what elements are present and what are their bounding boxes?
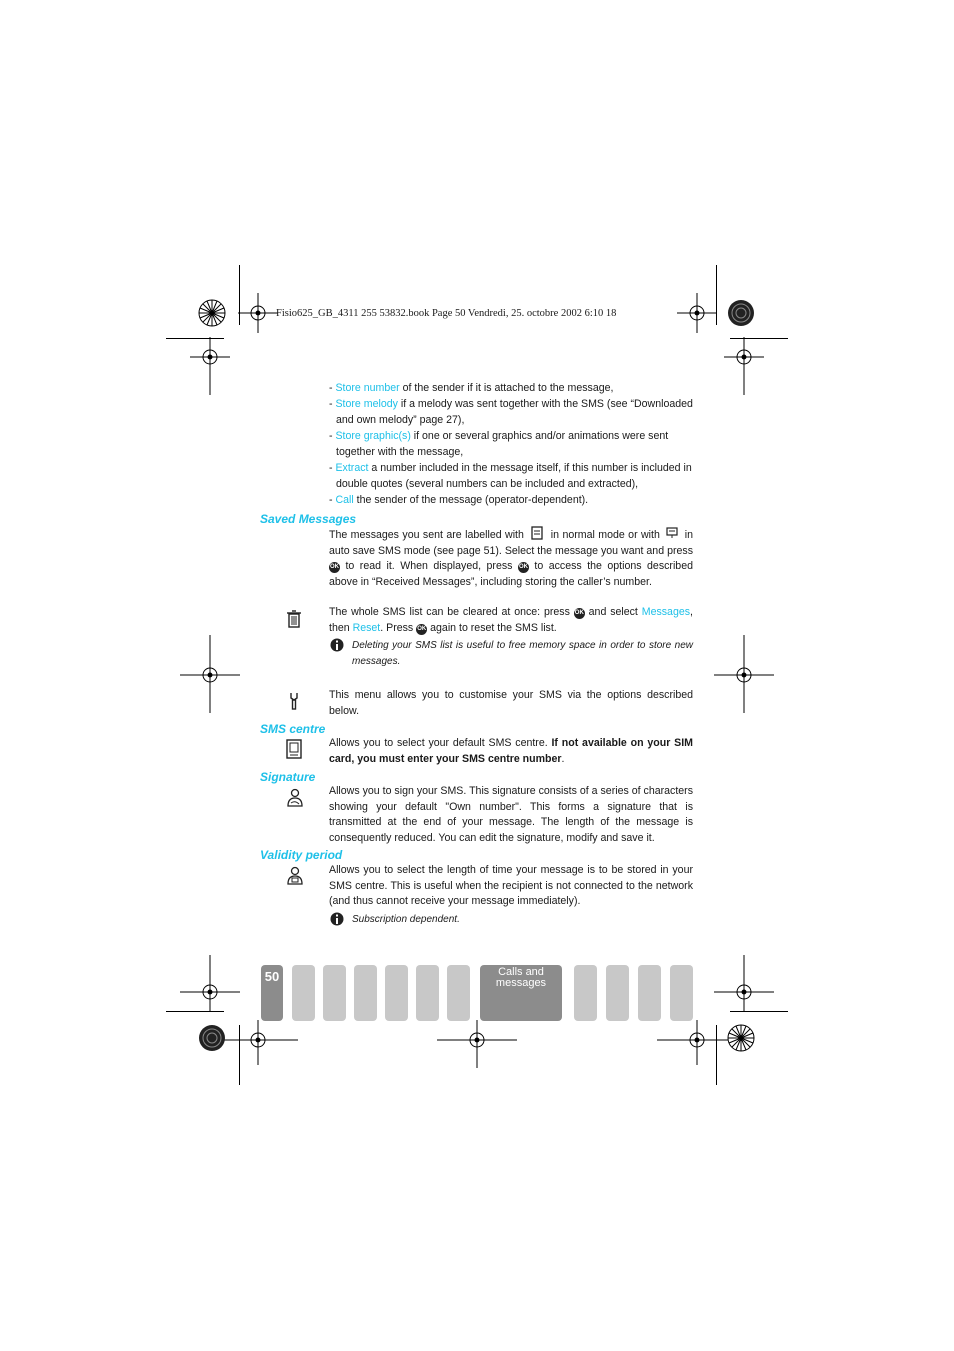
chapter-tab bbox=[606, 965, 629, 1021]
chapter-tab bbox=[354, 965, 377, 1021]
dark-target-mark-icon bbox=[199, 1025, 225, 1051]
sms-centre-heading: SMS centre bbox=[260, 722, 326, 736]
chapter-tab bbox=[447, 965, 470, 1021]
validity-period-icon bbox=[286, 866, 304, 886]
saved-messages-paragraph: The messages you sent are labelled with in normal mode or with in auto save SMS mode (see page 51). Select the message you want and press OK to read it. When displayed, press OK to access the options described above in “Received Messages”, including storing the caller’s number. bbox=[329, 526, 693, 590]
ok-key-icon: OK bbox=[518, 562, 529, 573]
sms-centre-paragraph: Allows you to select your default SMS centre. If not available on your SIM card, you must enter your SMS centre number. bbox=[329, 737, 693, 765]
signature-icon bbox=[286, 788, 304, 808]
reset-link[interactable]: Reset bbox=[352, 621, 381, 634]
chapter-tab bbox=[416, 965, 439, 1021]
list-item: - Store number of the sender if it is attached to the message, bbox=[329, 382, 614, 394]
extract-link[interactable]: Extract bbox=[335, 462, 369, 474]
validity-period-heading: Validity period bbox=[260, 848, 343, 862]
settings-wrench-icon bbox=[287, 692, 301, 710]
sent-message-icon bbox=[531, 526, 543, 540]
list-item: - Extract a number included in the message itself, if this number is included in double quotes (several numbers can be included and extracted), bbox=[329, 462, 692, 490]
delete-note: Deleting your SMS list is useful to free memory space in order to store new messages. bbox=[352, 640, 693, 667]
registration-target-icon bbox=[180, 955, 240, 1012]
chapter-tab bbox=[670, 965, 693, 1021]
settings-paragraph: This menu allows you to customise your SMS via the options described below. bbox=[329, 689, 693, 717]
chapter-tab bbox=[638, 965, 661, 1021]
chapter-tab bbox=[323, 965, 346, 1021]
store-melody-link[interactable]: Store melody bbox=[335, 398, 398, 410]
book-header: Fisio625_GB_4311 255 53832.book Page 50 Vendredi, 25. octobre 2002 6:10 18 bbox=[276, 308, 617, 319]
call-link[interactable]: Call bbox=[335, 494, 354, 506]
page-number: 50 bbox=[264, 969, 280, 984]
registration-target-icon bbox=[714, 955, 774, 1012]
dark-target-mark-icon bbox=[728, 300, 754, 326]
list-item: - Store melody if a melody was sent together with the SMS (see “Downloaded and own melody” page 27), bbox=[329, 398, 693, 426]
messages-link[interactable]: Messages bbox=[641, 606, 691, 618]
ok-key-icon: OK bbox=[574, 608, 585, 619]
subscription-note: Subscription dependent. bbox=[352, 914, 460, 925]
starburst-mark-icon bbox=[199, 300, 225, 326]
registration-target-icon bbox=[724, 337, 764, 395]
info-icon bbox=[330, 912, 344, 926]
starburst-mark-icon bbox=[728, 1025, 754, 1051]
saved-messages-heading: Saved Messages bbox=[260, 512, 357, 526]
chapter-tab-label-line2: messages bbox=[495, 977, 547, 989]
chapter-tab-label-line1: Calls and bbox=[498, 966, 544, 978]
signature-paragraph: Allows you to sign your SMS. This signature consists of a series of characters showing your default "Own number". This forms a signature that is transmitted at the end of your message. The length of the message is consequently reduced. You can edit the signature, modify and save it. bbox=[329, 785, 693, 844]
sms-centre-icon bbox=[286, 739, 302, 759]
options-list bbox=[329, 380, 699, 508]
list-item: - Store graphic(s) if one or several graphics and/or animations were sent together with the message, bbox=[329, 430, 669, 458]
chapter-tab bbox=[292, 965, 315, 1021]
registration-target-icon bbox=[190, 337, 230, 395]
registration-target-icon bbox=[437, 1020, 517, 1068]
ok-key-icon: OK bbox=[329, 562, 340, 573]
signature-heading: Signature bbox=[260, 770, 316, 784]
auto-save-icon bbox=[666, 527, 678, 539]
chapter-tab bbox=[385, 965, 408, 1021]
current-chapter-tab bbox=[480, 965, 562, 1021]
ok-key-icon: OK bbox=[416, 624, 427, 635]
page-number-tab bbox=[261, 965, 283, 1021]
validity-period-paragraph: Allows you to select the length of time your message is to be stored in your SMS centre. This is useful when the recipient is not connected to the network (and thus cannot receive your message immediately). bbox=[329, 864, 693, 907]
store-number-link[interactable]: Store number bbox=[335, 382, 400, 394]
list-item: - Call the sender of the message (operator-dependent). bbox=[329, 494, 589, 506]
chapter-tab bbox=[574, 965, 597, 1021]
info-icon bbox=[330, 638, 344, 652]
store-graphics-link[interactable]: Store graphic(s) bbox=[335, 430, 411, 442]
clear-list-paragraph: The whole SMS list can be cleared at once: press OK and select Messages, then Reset. Press OK again to reset the SMS list. bbox=[329, 606, 693, 634]
trash-icon bbox=[286, 610, 302, 628]
